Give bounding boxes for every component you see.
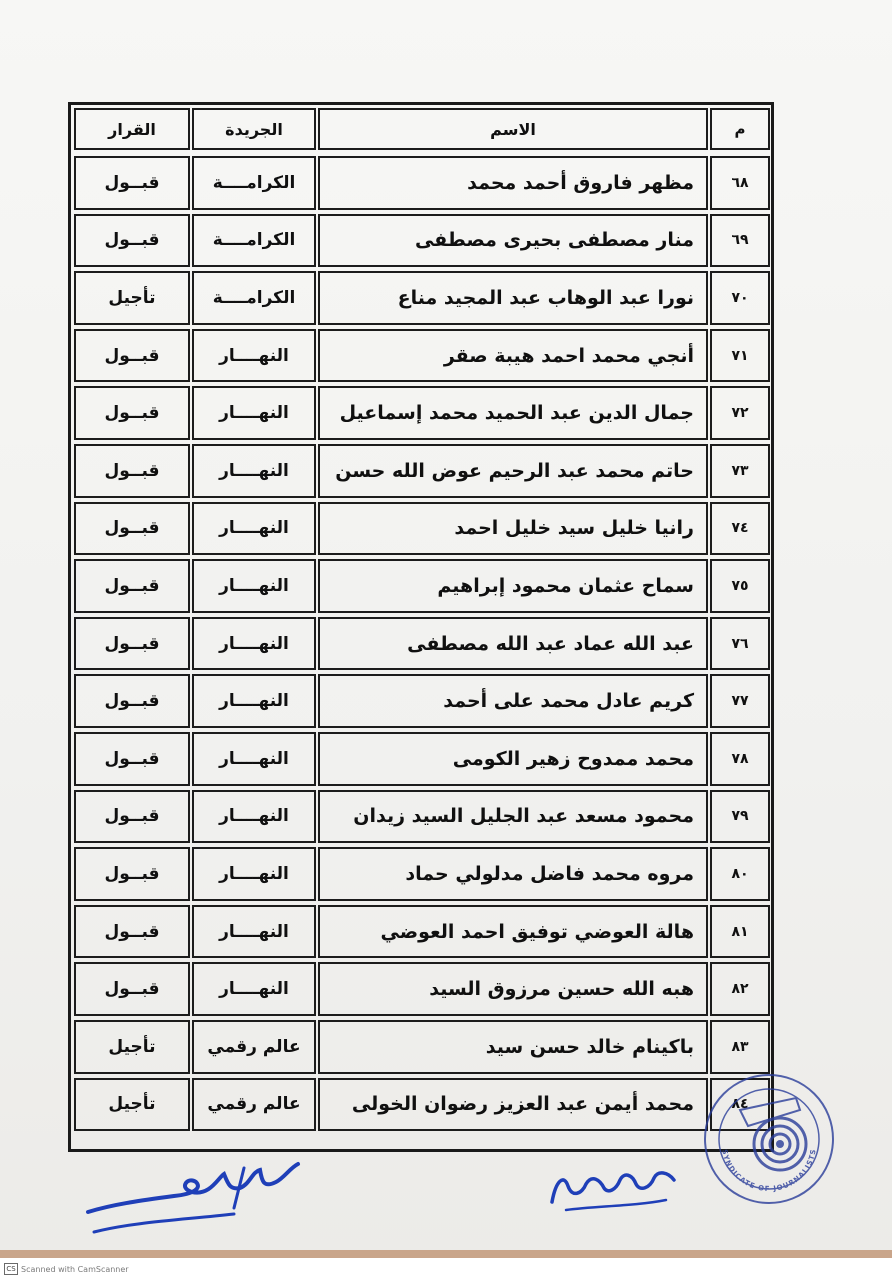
row-decision: قبــول: [74, 156, 190, 210]
row-newspaper: النهــــار: [192, 329, 316, 383]
row-name: هالة العوضي توفيق احمد العوضي: [318, 905, 708, 959]
row-name: حاتم محمد عبد الرحيم عوض الله حسن: [318, 444, 708, 498]
row-newspaper: النهــــار: [192, 905, 316, 959]
row-decision: قبــول: [74, 559, 190, 613]
table-row: [71, 213, 771, 269]
row-decision: تأجيل: [74, 1020, 190, 1074]
table-row: [71, 328, 771, 384]
row-number: ٨٣: [710, 1020, 770, 1074]
row-newspaper: النهــــار: [192, 790, 316, 844]
row-decision: قبــول: [74, 502, 190, 556]
handwritten-signature-icon: [546, 1150, 680, 1216]
table-row: [71, 961, 771, 1017]
row-number: ٨٢: [710, 962, 770, 1016]
row-newspaper: الكرامــــة: [192, 271, 316, 325]
row-decision: قبــول: [74, 444, 190, 498]
row-number: ٧٠: [710, 271, 770, 325]
row-newspaper: عالم رقمي: [192, 1020, 316, 1074]
row-number: ٦٩: [710, 214, 770, 268]
row-name: محمود مسعد عبد الجليل السيد زيدان: [318, 790, 708, 844]
row-name: عبد الله عماد عبد الله مصطفى: [318, 617, 708, 671]
table-row: [71, 673, 771, 729]
table-grid: [71, 105, 771, 1149]
syndicate-seal-icon: [700, 1070, 838, 1208]
header-number: م: [710, 108, 770, 150]
row-decision: قبــول: [74, 617, 190, 671]
row-newspaper: النهــــار: [192, 502, 316, 556]
row-newspaper: الكرامــــة: [192, 214, 316, 268]
row-name: محمد ممدوح زهير الكومى: [318, 732, 708, 786]
row-number: ٧٣: [710, 444, 770, 498]
table-row: [71, 616, 771, 672]
camscanner-logo-icon: CS: [4, 1263, 18, 1275]
table-header-row: [71, 107, 771, 151]
header-decision: القرار: [74, 108, 190, 150]
header-name: الاسم: [318, 108, 708, 150]
table-row: [71, 501, 771, 557]
row-name: محمد أيمن عبد العزيز رضوان الخولى: [318, 1078, 708, 1132]
row-decision: قبــول: [74, 732, 190, 786]
row-newspaper: النهــــار: [192, 386, 316, 440]
row-newspaper: النهــــار: [192, 847, 316, 901]
row-name: جمال الدين عبد الحميد محمد إسماعيل: [318, 386, 708, 440]
row-newspaper: النهــــار: [192, 962, 316, 1016]
row-number: ٧٤: [710, 502, 770, 556]
row-newspaper: النهــــار: [192, 444, 316, 498]
row-newspaper: النهــــار: [192, 674, 316, 728]
table-row: [71, 846, 771, 902]
row-number: ٧٩: [710, 790, 770, 844]
row-decision: قبــول: [74, 790, 190, 844]
page-edge: [0, 1250, 892, 1258]
row-name: رانيا خليل سيد خليل احمد: [318, 502, 708, 556]
table-row: [71, 155, 771, 211]
row-number: ٨١: [710, 905, 770, 959]
row-name: نورا عبد الوهاب عبد المجيد مناع: [318, 271, 708, 325]
row-newspaper: النهــــار: [192, 732, 316, 786]
row-decision: قبــول: [74, 674, 190, 728]
scanner-watermark-text: Scanned with CamScanner: [21, 1264, 129, 1274]
row-name: مظهر فاروق أحمد محمد: [318, 156, 708, 210]
members-table: [68, 102, 774, 1152]
row-newspaper: النهــــار: [192, 617, 316, 671]
table-row: [71, 270, 771, 326]
table-row: [71, 558, 771, 614]
row-number: ٧٥: [710, 559, 770, 613]
table-row: [71, 443, 771, 499]
row-name: مروه محمد فاضل مدلولي حماد: [318, 847, 708, 901]
row-number: ٧٢: [710, 386, 770, 440]
scanner-footer: [0, 1258, 892, 1280]
row-name: سماح عثمان محمود إبراهيم: [318, 559, 708, 613]
row-name: باكينام خالد حسن سيد: [318, 1020, 708, 1074]
table-row: [71, 385, 771, 441]
row-name: منار مصطفى بحيرى مصطفى: [318, 214, 708, 268]
svg-text:SYNDICATE OF JOURNALISTS: SYNDICATE OF JOURNALISTS: [720, 1147, 818, 1194]
row-newspaper: عالم رقمي: [192, 1078, 316, 1132]
row-decision: قبــول: [74, 847, 190, 901]
row-decision: تأجيل: [74, 1078, 190, 1132]
row-decision: قبــول: [74, 962, 190, 1016]
row-newspaper: النهــــار: [192, 559, 316, 613]
row-number: ٧٦: [710, 617, 770, 671]
table-row: [71, 789, 771, 845]
row-number: ٧٧: [710, 674, 770, 728]
row-number: ٨٤: [710, 1078, 770, 1132]
table-row: [71, 1077, 771, 1133]
row-number: ٧٨: [710, 732, 770, 786]
row-decision: قبــول: [74, 905, 190, 959]
row-number: ٧١: [710, 329, 770, 383]
row-name: أنجي محمد احمد هيبة صقر: [318, 329, 708, 383]
row-decision: تأجيل: [74, 271, 190, 325]
handwritten-signature-icon: [84, 1148, 302, 1248]
header-newspaper: الجريدة: [192, 108, 316, 150]
row-number: ٦٨: [710, 156, 770, 210]
row-name: كريم عادل محمد على أحمد: [318, 674, 708, 728]
table-row: [71, 1019, 771, 1075]
row-name: هبه الله حسين مرزوق السيد: [318, 962, 708, 1016]
row-newspaper: الكرامــــة: [192, 156, 316, 210]
row-decision: قبــول: [74, 329, 190, 383]
row-decision: قبــول: [74, 214, 190, 268]
row-number: ٨٠: [710, 847, 770, 901]
row-decision: قبــول: [74, 386, 190, 440]
table-row: [71, 904, 771, 960]
table-row: [71, 731, 771, 787]
